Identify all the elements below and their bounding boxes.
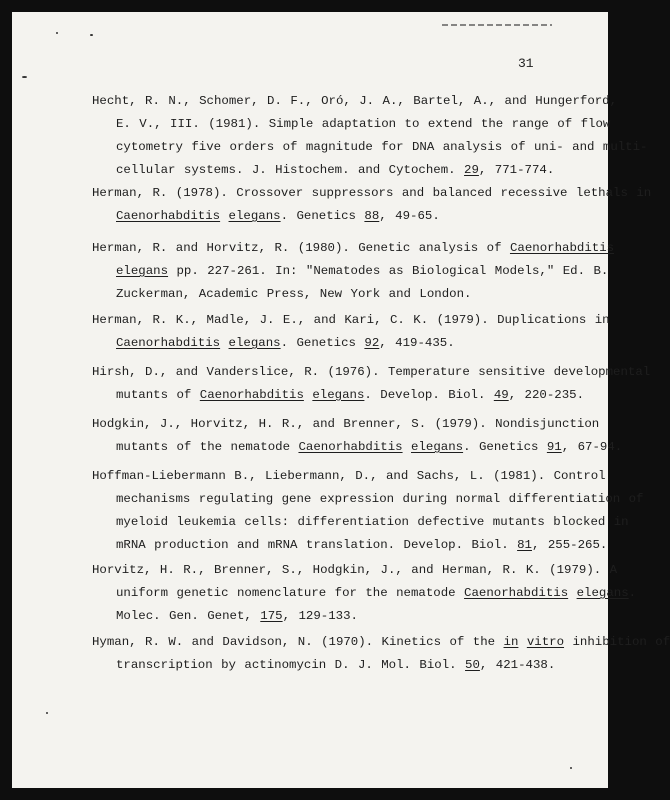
- reference-entry: [92, 361, 651, 407]
- underlined-term: elegans: [576, 586, 629, 600]
- reference-text: inhibition of: [564, 635, 670, 649]
- reference-line: [92, 559, 618, 582]
- underlined-term: Caenorhabditis: [199, 388, 304, 402]
- underlined-term: Caenorhabditis: [509, 241, 615, 255]
- reference-entry: [92, 182, 652, 228]
- reference-text: Hirsh, D., and Vanderslice, R. (1976). Temperature sensitive developmental: [92, 365, 651, 379]
- reference-line: [92, 413, 600, 436]
- reference-text: [403, 440, 411, 454]
- scan-speck: [56, 32, 58, 34]
- reference-text: , 255-265.: [531, 538, 608, 552]
- reference-entry: [92, 559, 637, 628]
- underlined-term: elegans: [312, 388, 365, 402]
- reference-line: [92, 631, 670, 654]
- underlined-term: elegans: [228, 209, 281, 223]
- reference-text: .: [628, 586, 637, 600]
- reference-line: [92, 465, 606, 488]
- reference-entry: [92, 413, 623, 459]
- reference-text: mutants of the nematode: [116, 440, 299, 454]
- underlined-term: Caenorhabditis: [464, 586, 569, 600]
- underlined-term: 50: [465, 658, 480, 672]
- reference-text: Horvitz, H. R., Brenner, S., Hodgkin, J., and Herman, R. K. (1979). A: [92, 563, 618, 577]
- reference-text: Herman, R. and Horvitz, R. (1980). Genetic analysis of: [92, 241, 510, 255]
- reference-text: mechanisms regulating gene expression during normal differentiation of: [116, 492, 644, 506]
- underlined-term: vitro: [526, 635, 565, 649]
- reference-text: mRNA production and mRNA translation. Develop. Biol.: [116, 538, 518, 552]
- reference-text: Herman, R. K., Madle, J. E., and Kari, C. K. (1979). Duplications in: [92, 313, 610, 327]
- underlined-term: 92: [364, 336, 380, 350]
- reference-entry: [92, 631, 670, 677]
- underlined-term: Caenorhabditis: [116, 336, 221, 350]
- reference-text: . Genetics: [463, 440, 547, 454]
- underlined-term: in: [503, 635, 519, 649]
- underlined-term: 91: [546, 440, 562, 454]
- reference-text: Hodgkin, J., Horvitz, H. R., and Brenner, S. (1979). Nondisjunction: [92, 417, 600, 431]
- reference-line: [92, 309, 610, 332]
- reference-line: [92, 113, 611, 136]
- reference-entry: [92, 90, 648, 182]
- reference-text: transcription by actinomycin D. J. Mol. Biol.: [116, 658, 466, 672]
- reference-text: Hyman, R. W. and Davidson, N. (1970). Kinetics of the: [92, 635, 504, 649]
- reference-line: [92, 237, 615, 260]
- reference-text: cytometry five orders of magnitude for DNA analysis of uni- and multi-: [116, 140, 648, 154]
- reference-text: [518, 635, 526, 649]
- underlined-term: 88: [364, 209, 380, 223]
- reference-text: . Genetics: [280, 336, 365, 350]
- reference-text: pp. 227-261. In: "Nematodes as Biological Models," Ed. B.: [168, 264, 609, 278]
- reference-line: [92, 136, 648, 159]
- underlined-term: 81: [517, 538, 532, 552]
- reference-line: [92, 159, 555, 182]
- reference-text: Zuckerman, Academic Press, New York and London.: [116, 287, 472, 301]
- reference-line: [92, 605, 548, 628]
- reference-text: , 220-235.: [508, 388, 585, 402]
- scan-speck: [570, 767, 572, 769]
- reference-line: [92, 205, 548, 228]
- underlined-term: elegans: [411, 440, 464, 454]
- reference-text: [568, 586, 576, 600]
- reference-text: Hecht, R. N., Schomer, D. F., Oró, J. A., Bartel, A., and Hungerford,: [92, 94, 618, 108]
- reference-text: myeloid leukemia cells: differentiation defective mutants blocked in: [116, 515, 629, 529]
- reference-line: [92, 182, 652, 205]
- reference-text: . Develop. Biol.: [364, 388, 494, 402]
- scan-edge-marks: [442, 24, 552, 26]
- reference-text: , 421-438.: [479, 658, 556, 672]
- reference-line: [92, 332, 548, 355]
- reference-text: E. V., III. (1981). Simple adaptation to extend the range of flow: [116, 117, 611, 131]
- reference-text: , 67-94.: [561, 440, 623, 454]
- underlined-term: Caenorhabditis: [116, 209, 221, 223]
- reference-text: Hoffman-Liebermann B., Liebermann, D., and Sachs, L. (1981). Control: [92, 469, 606, 483]
- reference-line: [92, 534, 608, 557]
- reference-line: [92, 511, 629, 534]
- reference-line: [92, 283, 548, 306]
- document-page: [12, 12, 670, 788]
- reference-text: cellular systems. J. Histochem. and Cytochem.: [116, 163, 465, 177]
- scan-speck: [90, 34, 93, 36]
- reference-entry: [92, 237, 615, 306]
- reference-line: [92, 582, 637, 605]
- reference-line: [92, 260, 609, 283]
- reference-text: , 129-133.: [282, 609, 358, 623]
- reference-text: uniform genetic nomenclature for the nematode: [116, 586, 465, 600]
- reference-line: [92, 654, 556, 677]
- reference-line: [92, 436, 623, 459]
- scan-speck: [22, 76, 27, 78]
- reference-text: Herman, R. (1978). Crossover suppressors and balanced recessive lethals in: [92, 186, 652, 200]
- underlined-term: 175: [260, 609, 283, 623]
- reference-entry: [92, 309, 610, 355]
- reference-text: , 419-435.: [379, 336, 455, 350]
- underlined-term: elegans: [116, 264, 169, 278]
- reference-text: . Genetics: [280, 209, 365, 223]
- reference-line: [92, 361, 651, 384]
- reference-text: , 49-65.: [379, 209, 440, 223]
- underlined-term: Caenorhabditis: [298, 440, 403, 454]
- reference-text: Molec. Gen. Genet,: [116, 609, 261, 623]
- reference-line: [92, 90, 618, 113]
- reference-entry: [92, 465, 644, 557]
- reference-text: [220, 209, 228, 223]
- page-number: 31: [518, 56, 534, 71]
- reference-text: , 771-774.: [478, 163, 555, 177]
- underlined-term: elegans: [228, 336, 281, 350]
- reference-line: [92, 384, 585, 407]
- underlined-term: 49: [493, 388, 509, 402]
- reference-text: [220, 336, 228, 350]
- reference-text: mutants of: [116, 388, 200, 402]
- underlined-term: 29: [464, 163, 479, 177]
- scan-speck: [46, 712, 48, 714]
- reference-line: [92, 488, 644, 511]
